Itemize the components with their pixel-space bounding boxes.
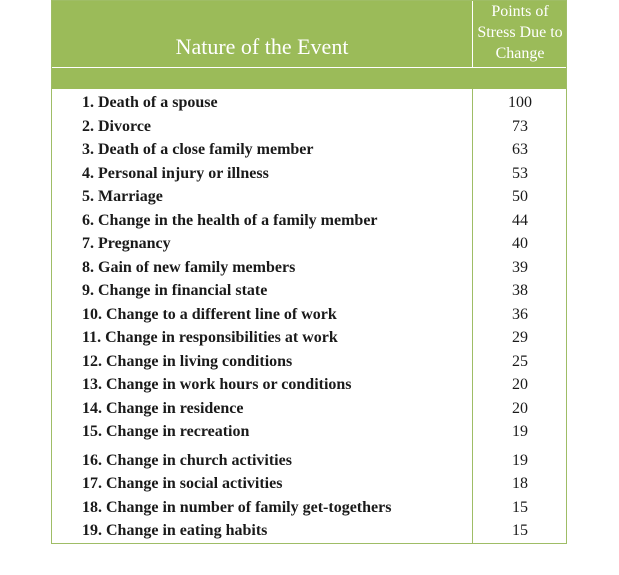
- stress-points: 29: [512, 329, 528, 346]
- table-row: [52, 326, 566, 350]
- header-points-title: [473, 1, 567, 64]
- stress-points: 100: [508, 94, 532, 111]
- table-row: [52, 350, 566, 374]
- header-row-divider: [52, 67, 566, 68]
- event-name: 6. Change in the health of a family member: [82, 211, 378, 229]
- table-row: [52, 115, 566, 139]
- event-name: 8. Gain of new family members: [82, 258, 296, 276]
- table-row: [52, 519, 566, 543]
- table-row: [52, 279, 566, 303]
- stress-points: 36: [512, 305, 528, 323]
- table-row: [52, 232, 566, 256]
- table-row: [52, 373, 566, 397]
- stress-points: 25: [512, 352, 528, 370]
- event-name: 1. Death of a spouse: [82, 94, 218, 111]
- table-row: [52, 420, 566, 444]
- event-name: 11. Change in responsibilities at work: [82, 329, 338, 346]
- stress-points: 15: [512, 498, 528, 516]
- event-name: 5. Marriage: [82, 188, 163, 205]
- stress-points: 18: [512, 475, 528, 492]
- table-row: [52, 496, 566, 520]
- event-name: 9. Change in financial state: [82, 282, 268, 299]
- table-row: [52, 256, 566, 280]
- stress-points: 39: [512, 258, 528, 276]
- header-event-title: Nature of the Event: [175, 34, 349, 59]
- header-column-divider: [472, 1, 473, 67]
- event-name: 16. Change in church activities: [82, 451, 292, 469]
- event-name: 15. Change in recreation: [82, 423, 250, 440]
- event-name: 17. Change in social activities: [82, 475, 283, 492]
- event-name: 19. Change in eating habits: [82, 522, 268, 539]
- table-row: [52, 91, 566, 115]
- table-row: [52, 138, 566, 162]
- stress-points: 20: [512, 399, 528, 417]
- stress-points: 50: [512, 188, 528, 205]
- table-body: [52, 91, 566, 543]
- header-points-label: Points of Stress Due to Change: [477, 3, 563, 62]
- stress-points: 19: [512, 451, 528, 469]
- event-name: 7. Pregnancy: [82, 235, 171, 252]
- event-name: 13. Change in work hours or conditions: [82, 376, 352, 393]
- table-row: [52, 397, 566, 421]
- stress-points: 19: [512, 423, 528, 440]
- table-header: [52, 1, 566, 89]
- stress-points: 73: [512, 117, 528, 135]
- stress-points: 20: [512, 376, 528, 393]
- stress-points: 53: [512, 164, 528, 182]
- stress-points: 15: [512, 522, 528, 539]
- table-row: [52, 185, 566, 209]
- table-row: [52, 472, 566, 496]
- event-name: 12. Change in living conditions: [82, 352, 293, 370]
- event-name: 2. Divorce: [82, 117, 152, 135]
- stress-points: 38: [512, 282, 528, 299]
- event-name: 10. Change to a different line of work: [82, 305, 337, 323]
- table-row: [52, 449, 566, 473]
- event-name: 18. Change in number of family get-togethers: [82, 498, 392, 516]
- stress-table: [51, 0, 567, 544]
- table-row: [52, 209, 566, 233]
- stress-points: 40: [512, 235, 528, 252]
- event-name: 4. Personal injury or illness: [82, 164, 269, 182]
- event-name: 14. Change in residence: [82, 399, 244, 417]
- stress-points: 63: [512, 141, 528, 158]
- event-name: 3. Death of a close family member: [82, 141, 314, 158]
- table-row: [52, 303, 566, 327]
- stress-points: 44: [512, 211, 528, 229]
- table-row: [52, 162, 566, 186]
